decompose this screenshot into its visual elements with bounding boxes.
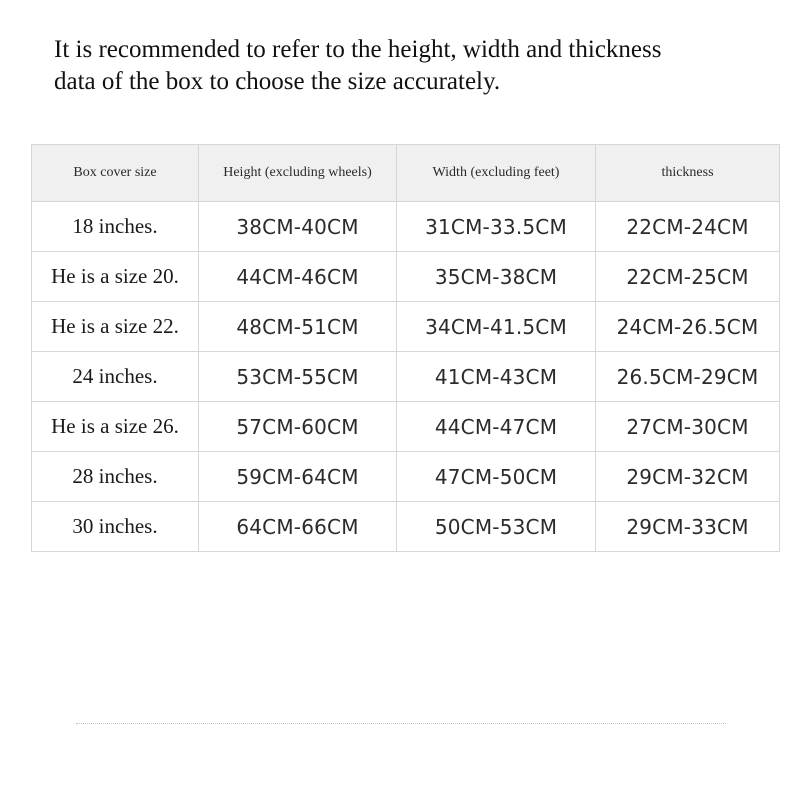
header-height: Height (excluding wheels) bbox=[199, 145, 397, 202]
thickness-cell: 22CM-24CM bbox=[596, 202, 780, 252]
height-cell: 48CM-51CM bbox=[199, 302, 397, 352]
intro-line-2: data of the box to choose the size accurately. bbox=[54, 68, 501, 95]
header-width: Width (excluding feet) bbox=[397, 145, 596, 202]
table-row bbox=[32, 352, 780, 402]
table-row bbox=[32, 302, 780, 352]
width-cell: 44CM-47CM bbox=[397, 402, 596, 452]
height-cell: 57CM-60CM bbox=[199, 402, 397, 452]
table-header-row bbox=[32, 145, 780, 202]
thickness-cell: 27CM-30CM bbox=[596, 402, 780, 452]
size-chart-table bbox=[31, 144, 780, 552]
thickness-cell: 24CM-26.5CM bbox=[596, 302, 780, 352]
dotted-divider bbox=[76, 723, 726, 724]
height-cell: 64CM-66CM bbox=[199, 502, 397, 552]
header-box-cover-size: Box cover size bbox=[32, 145, 199, 202]
width-cell: 41CM-43CM bbox=[397, 352, 596, 402]
size-cell: 30 inches. bbox=[32, 502, 199, 552]
size-cell: He is a size 26. bbox=[32, 402, 199, 452]
height-cell: 53CM-55CM bbox=[199, 352, 397, 402]
intro-text bbox=[54, 34, 774, 98]
width-cell: 50CM-53CM bbox=[397, 502, 596, 552]
intro-line-1: It is recommended to refer to the height, width and thickness bbox=[54, 36, 662, 63]
size-cell: 28 inches. bbox=[32, 452, 199, 502]
table-row bbox=[32, 502, 780, 552]
width-cell: 34CM-41.5CM bbox=[397, 302, 596, 352]
table-row bbox=[32, 402, 780, 452]
width-cell: 35CM-38CM bbox=[397, 252, 596, 302]
size-cell: 24 inches. bbox=[32, 352, 199, 402]
table-row bbox=[32, 202, 780, 252]
height-cell: 44CM-46CM bbox=[199, 252, 397, 302]
thickness-cell: 22CM-25CM bbox=[596, 252, 780, 302]
thickness-cell: 26.5CM-29CM bbox=[596, 352, 780, 402]
width-cell: 31CM-33.5CM bbox=[397, 202, 596, 252]
table-row bbox=[32, 252, 780, 302]
header-thickness: thickness bbox=[596, 145, 780, 202]
thickness-cell: 29CM-33CM bbox=[596, 502, 780, 552]
height-cell: 59CM-64CM bbox=[199, 452, 397, 502]
size-cell: 18 inches. bbox=[32, 202, 199, 252]
size-cell: He is a size 22. bbox=[32, 302, 199, 352]
thickness-cell: 29CM-32CM bbox=[596, 452, 780, 502]
height-cell: 38CM-40CM bbox=[199, 202, 397, 252]
size-cell: He is a size 20. bbox=[32, 252, 199, 302]
width-cell: 47CM-50CM bbox=[397, 452, 596, 502]
table-row bbox=[32, 452, 780, 502]
